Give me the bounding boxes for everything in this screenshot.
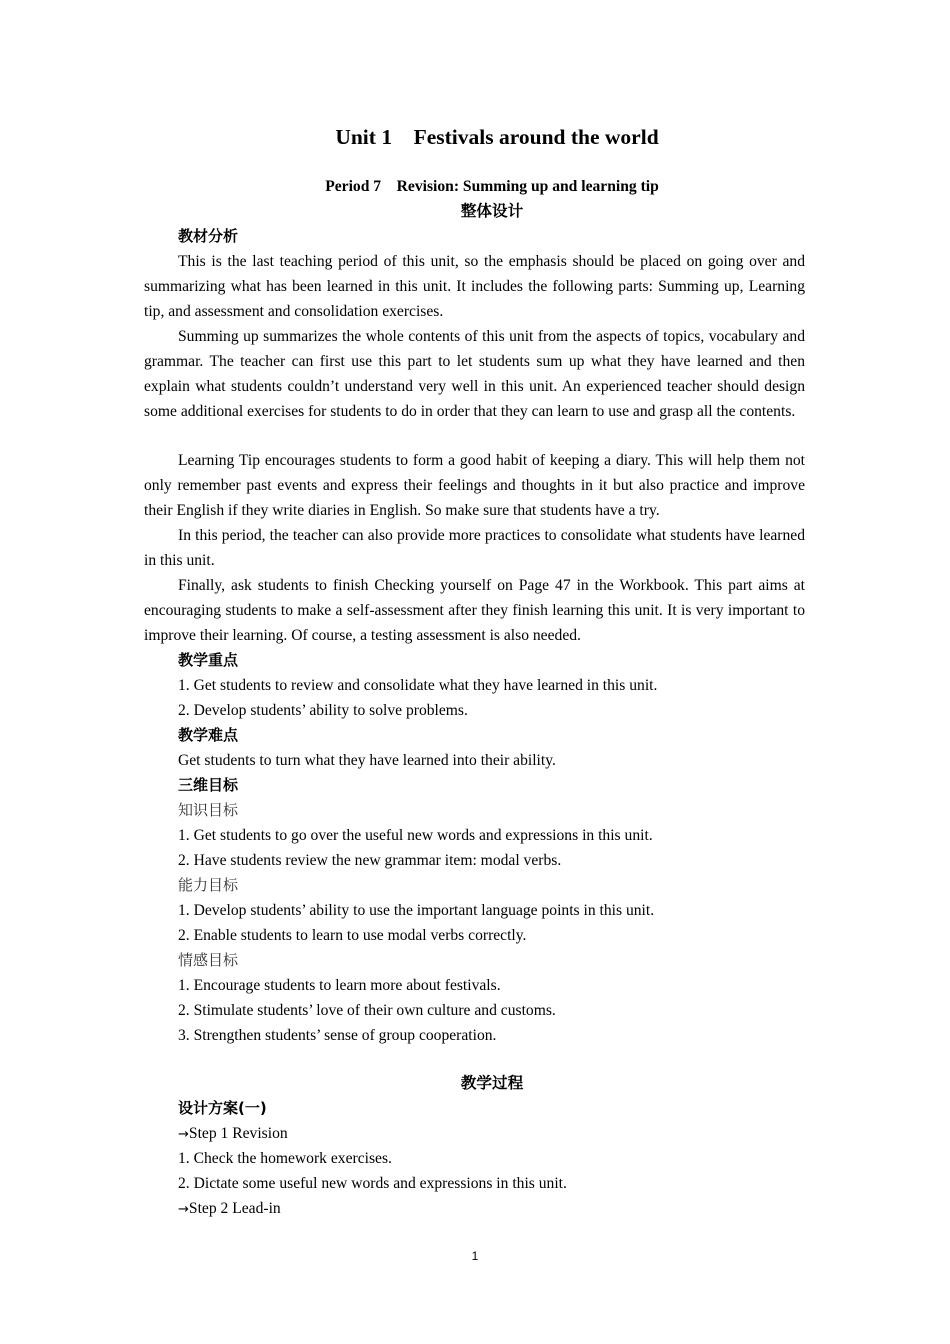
key-points-heading: 教学重点 (178, 651, 239, 669)
overall-design-heading: 整体设计 (460, 202, 524, 220)
list-item: 1. Develop students’ ability to use the important language points in this unit. (178, 902, 655, 919)
arrow-icon: → (178, 1202, 189, 1217)
analysis-paragraph: Summing up summarizes the whole contents of this unit from the aspects of topics, vocabulary and grammar. The teacher can first use this part to let students sum up what they have learned and then explain what students couldn’t understand very well in this unit. An experienced teacher should design some additional exercises for students to do in order that they can learn to use and grasp all the contents. (144, 328, 805, 420)
page-number: 1 (471, 1249, 479, 1263)
step-heading: →Step 2 Lead-in (178, 1200, 281, 1217)
emotion-objectives-heading: 情感目标 (178, 951, 239, 969)
step-heading: →Step 1 Revision (178, 1125, 288, 1142)
analysis-paragraph: In this period, the teacher can also provide more practices to consolidate what students have learned in this unit. (144, 527, 805, 569)
teaching-process-heading: 教学过程 (460, 1074, 524, 1092)
analysis-paragraph: Learning Tip encourages students to form a good habit of keeping a diary. This will help them not only remember past events and express their feelings and thoughts in it but also practice and improve their English if they write diaries in English. So make sure that students have a try. (144, 452, 805, 519)
ability-objectives-heading: 能力目标 (178, 876, 239, 894)
document-title: Unit 1 Festivals around the world (335, 125, 659, 149)
list-item: 1. Get students to go over the useful new words and expressions in this unit. (178, 827, 653, 844)
list-item: 2. Develop students’ ability to solve problems. (178, 702, 468, 719)
difficulties-text: Get students to turn what they have learned into their ability. (178, 752, 556, 769)
list-item: 1. Encourage students to learn more about festivals. (178, 977, 501, 994)
difficulties-heading: 教学难点 (178, 726, 239, 744)
textbook-analysis-heading: 教材分析 (178, 227, 239, 245)
list-item: 1. Check the homework exercises. (178, 1150, 392, 1167)
list-item: 2. Have students review the new grammar item: modal verbs. (178, 852, 562, 869)
list-item: 2. Stimulate students’ love of their own culture and customs. (178, 1002, 556, 1019)
period-subtitle: Period 7 Revision: Summing up and learning tip (325, 178, 659, 195)
objectives-heading: 三维目标 (178, 776, 239, 794)
list-item: 2. Dictate some useful new words and expressions in this unit. (178, 1175, 567, 1192)
analysis-paragraph: Finally, ask students to finish Checking yourself on Page 47 in the Workbook. This part aims at encouraging students to make a self-assessment after they finish learning this unit. It is very important to improve their learning. Of course, a testing assessment is also needed. (144, 577, 805, 644)
list-item: 3. Strengthen students’ sense of group cooperation. (178, 1027, 497, 1044)
list-item: 1. Get students to review and consolidate what they have learned in this unit. (178, 677, 658, 694)
analysis-paragraph: This is the last teaching period of this unit, so the emphasis should be placed on going over and summarizing what has been learned in this unit. It includes the following parts: Summing up, Learning tip, and assessment and consolidation exercises. (144, 253, 805, 320)
arrow-icon: → (178, 1127, 189, 1142)
plan-heading: 设计方案(一) (178, 1099, 267, 1117)
knowledge-objectives-heading: 知识目标 (178, 801, 239, 819)
list-item: 2. Enable students to learn to use modal verbs correctly. (178, 927, 527, 944)
